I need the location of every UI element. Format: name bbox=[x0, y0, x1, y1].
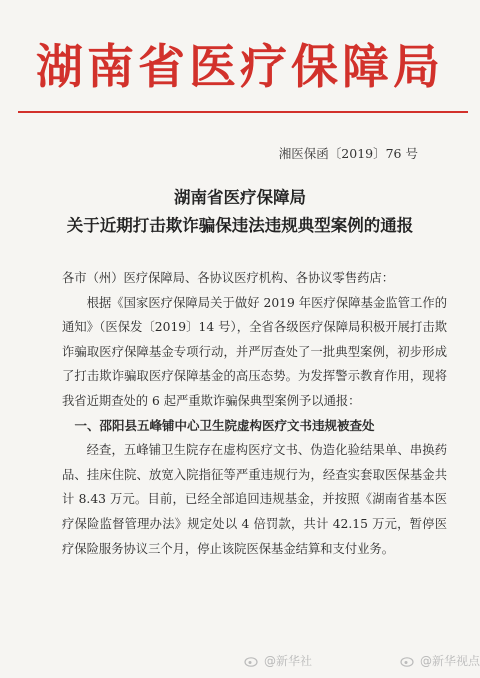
weibo-icon bbox=[244, 655, 260, 667]
watermark-2 bbox=[400, 652, 480, 669]
document-title-line-2: 关于近期打击欺诈骗保违法违规典型案例的通报 bbox=[66, 216, 414, 235]
document-number: 湘医保函〔2019〕76 号 bbox=[278, 146, 418, 161]
section-1-paragraph: 经查，五峰铺卫生院存在虚构医疗文书、伪造化验结果单、串换药品、挂床住院、放宽入院指征等严重违规行为，经查实套取医保基金共计 8.43 万元。目前，已经全部追回违规基金，并按照《湖南省基本医疗保险监督管理办法》规定处以 4 倍罚款，共计 42.15 万元，暂停医疗保险服务协议三个月，停止该院医保基金结算和支付业务。 bbox=[62, 443, 447, 556]
red-divider-line bbox=[18, 111, 468, 113]
section-1-heading: 一、邵阳县五峰铺中心卫生院虚构医疗文书违规被查处 bbox=[74, 417, 375, 433]
watermark-1 bbox=[244, 652, 312, 669]
salutation: 各市（州）医疗保障局、各协议医疗机构、各协议零售药店： bbox=[62, 271, 395, 285]
intro-paragraph: 根据《国家医疗保障局关于做好 2019 年医疗保障基金监管工作的通知》（医保发〔2019〕14 号），全省各级医疗保障局积极开展打击欺诈骗取医疗保障基金专项行动，并严厉查处了一批典型案例，初步形成了打击欺诈骗取医疗保障基金的高压态势。为发挥警示教育作用，现将我省近期查处的 6 起严重欺诈骗保典型案例予以通报： bbox=[62, 295, 447, 408]
document-title-line-1: 湖南省医疗保障局 bbox=[174, 188, 306, 207]
agency-masthead: 湖南省医疗保障局 bbox=[36, 40, 444, 95]
watermark-2-text: @新华视点 bbox=[420, 654, 480, 668]
document-body bbox=[62, 266, 447, 561]
weibo-icon bbox=[400, 655, 416, 667]
watermark-1-text: @新华社 bbox=[264, 654, 313, 668]
